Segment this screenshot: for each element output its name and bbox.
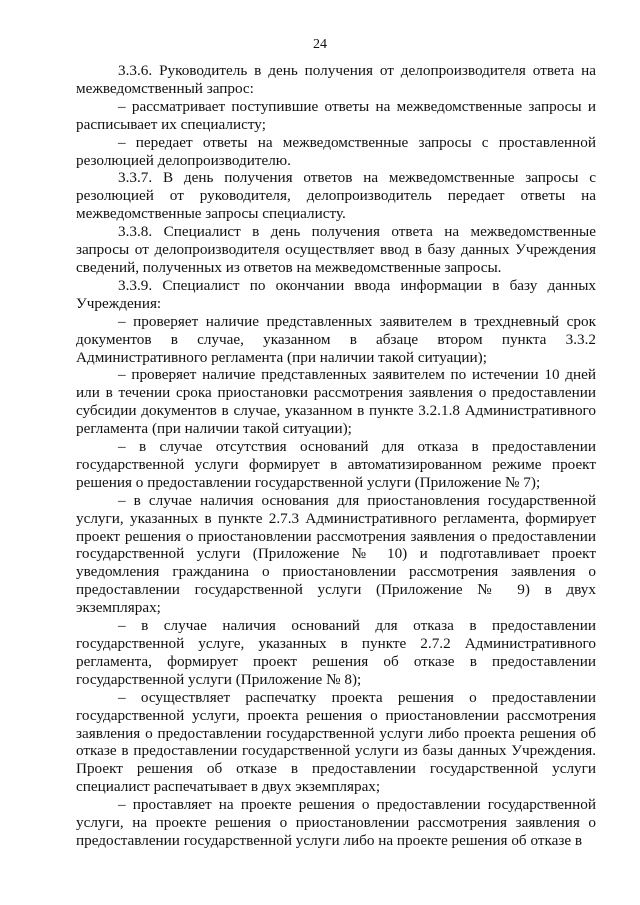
list-item-stamp-draft: – проставляет на проекте решения о предоставлении государственной услуги, на проекте решения о приостановлении рассмотрения заявления о предоставлении государственной услуги либо на проекте решения об отказе в bbox=[76, 796, 596, 849]
list-item-check-ten-day: – проверяет наличие представленных заявителем по истечении 10 дней или в течении срока приостановки рассмотрения заявления о предоставлении субсидии документов в случае, указанном в пункте 3.2.1.8 Административного регламента (при наличии такой ситуации); bbox=[76, 366, 596, 438]
paragraph-3-3-8: 3.3.8. Специалист в день получения ответа на межведомственные запросы от делопроизводителя осуществляет ввод в базу данных Учреждения сведений, полученных из ответов на межведомственные запросы. bbox=[76, 223, 596, 276]
list-item-suspension-grounds: – в случае наличия основания для приостановления государственной услуги, указанных в пункте 2.7.3 Административного регламента, формирует проект решения о приостановлении рассмотрения заявления о предоставлении государственной услуги (Приложение № 10) и подготавливает проект уведомления гражданина о приостановлении рассмотрения заявления о предоставлении государственной услуги (Приложение № 9) в двух экземплярах; bbox=[76, 491, 596, 617]
page-number: 24 bbox=[313, 37, 327, 52]
list-item-no-refusal-grounds: – в случае отсутствия оснований для отказа в предоставлении государственной услуги формирует в автоматизированном режиме проект решения о предоставлении государственной услуги (Приложение № 7); bbox=[76, 438, 596, 491]
paragraph-3-3-6: 3.3.6. Руководитель в день получения от делопроизводителя ответа на межведомственный запрос: bbox=[76, 62, 596, 97]
list-item-review-responses: – рассматривает поступившие ответы на межведомственные запросы и расписывает их специалисту; bbox=[76, 97, 596, 133]
paragraph-3-3-7: 3.3.7. В день получения ответов на межведомственные запросы с резолюцией от руководителя, делопроизводитель передает ответы на межведомственные запросы специалисту. bbox=[76, 169, 596, 223]
list-item-pass-responses: – передает ответы на межведомственные запросы с проставленной резолюцией делопроизводителю. bbox=[76, 133, 596, 169]
document-body bbox=[76, 62, 596, 850]
paragraph-3-3-9: 3.3.9. Специалист по окончании ввода информации в базу данных Учреждения: bbox=[76, 276, 596, 312]
list-item-check-three-day: – проверяет наличие представленных заявителем в трехдневный срок документов в случае, указанном в абзаце втором пункта 3.3.2 Административного регламента (при наличии такой ситуации); bbox=[76, 312, 596, 366]
list-item-print-draft: – осуществляет распечатку проекта решения о предоставлении государственной услуги, проекта решения о приостановлении рассмотрения заявления о предоставлении государственной услуги либо проекта решения об отказе в предоставлении государственной услуги из базы данных Учреждения. Проект решения об отказе в предоставлении государственной услуги специалист распечатывает в двух экземплярах; bbox=[76, 688, 596, 796]
list-item-refusal-grounds: – в случае наличия оснований для отказа в предоставлении государственной услуге, указанных в пункте 2.7.2 Административного регламента, формирует проект решения об отказе в предоставлении государственной услуги (Приложение № 8); bbox=[76, 617, 596, 688]
